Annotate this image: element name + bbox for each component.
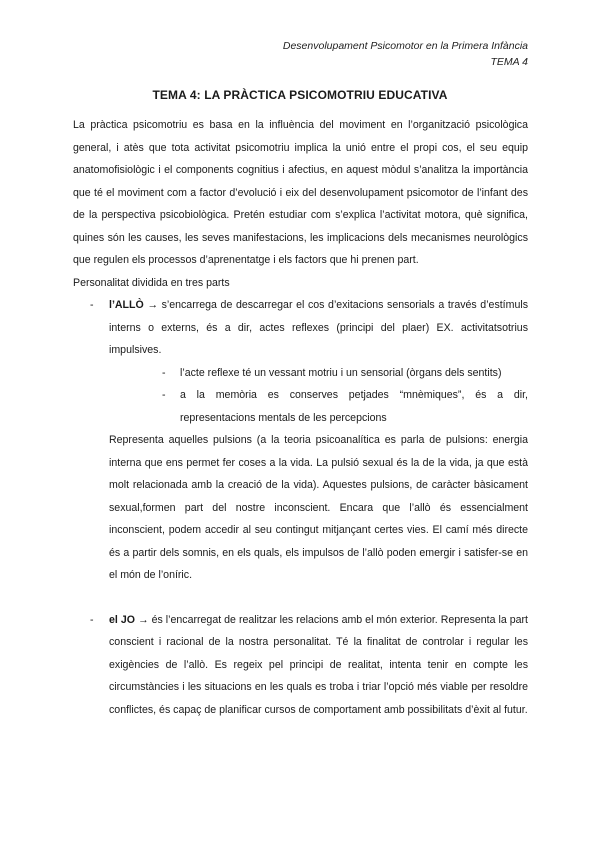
bullet-jo-text: és l’encarregat de realitzar les relacions amb el món exterior. Representa la part conscient i racional de la nostra personalitat. Té la finalitat de controlar i regular les exigències de l’allò. Es regeix pel principi de realitat, intenta tenir en compte les circumstàncies i les situacions en les quals es troba i triar l’opció més viable per resoldre conflictes, és capaç de planificar cursos de comportament amb possibilitats d’èxit al futur.: [109, 613, 528, 716]
sub-bullet-reflex-text: l’acte reflexe té un vessant motriu i un sensorial (òrgans dels sentits): [180, 366, 502, 379]
sub-bullet-dash: -: [162, 366, 166, 379]
sub-bullet-memory-text: a la memòria es conserves petjades “mnèmiques”, és a dir, representacions mentals de les percepcions: [180, 389, 528, 424]
sub-bullet-memory: [73, 384, 528, 429]
spacer: [73, 587, 528, 609]
arrow-symbol: →: [138, 613, 149, 626]
intro-paragraph: La pràctica psicomotriu es basa en la influència del moviment en l’organització psicològica general, i atès que tota activitat psicomotriu implica la unió entre el propi cos, el seu equip anatomofisiològic i el components cognitius i afectius, en aquest mòdul s’analitza la importància que té el moviment com a factor d’evolució i eix del desenvolupament psicomotor de l’infant des de la perspectiva psicobiològica. Pretén estudiar com s’explica l’activitat motora, què significa, quines són les causes, les seves manifestacions, les implicacions dels mecanismes neurològics que regulen els processos d’aprenentatge i els factors que hi prenen part.: [73, 119, 528, 266]
section-label: Personalitat dividida en tres parts: [73, 276, 230, 289]
sub-bullet-reflex: [73, 362, 528, 385]
bullet-jo-term: el JO: [109, 613, 135, 626]
sub-bullet-dash: -: [162, 389, 166, 401]
header-topic: TEMA 4: [490, 56, 528, 68]
bullet-dash: -: [90, 299, 94, 311]
bullet-dash: -: [90, 613, 94, 626]
allo-explanation-paragraph: Representa aquelles pulsions (a la teoria psicoanalítica es parla de pulsions: energia interna que ens permet fer coses a la vida. La pulsió sexual és la de la vida, ja que està molt relacionada amb la creació de la vida). Aquestes pulsions, de caràcter bàsicament sexual,formen part del nostre inconscient. Encara que l’allò és essencialment inconscient, podem accedir al seu contingut mitjançant certes vies. El camí més directe és a partir dels somnis, en els quals, els impulsos de l’allò poden emergir i satisfer-se en el món de l’oníric.: [109, 434, 528, 581]
bullet-allo-term: l’ALLÒ: [109, 299, 144, 311]
bullet-allo-text: s’encarrega de descarregar el cos d’exitacions sensorials a través d’estímuls interns o externs, és a dir, actes reflexes (principi del plaer) EX. activitatsotrius impulsives.: [109, 299, 528, 356]
bullet-jo: [73, 609, 528, 722]
page-header: [283, 38, 528, 70]
document-title: TEMA 4: LA PRÀCTICA PSICOMOTRIU EDUCATIVA: [152, 88, 448, 102]
document-body: [73, 114, 528, 721]
arrow-symbol: →: [147, 299, 158, 311]
bullet-allo: [73, 294, 528, 362]
header-course-title: Desenvolupament Psicomotor en la Primera Infància: [282, 40, 528, 52]
